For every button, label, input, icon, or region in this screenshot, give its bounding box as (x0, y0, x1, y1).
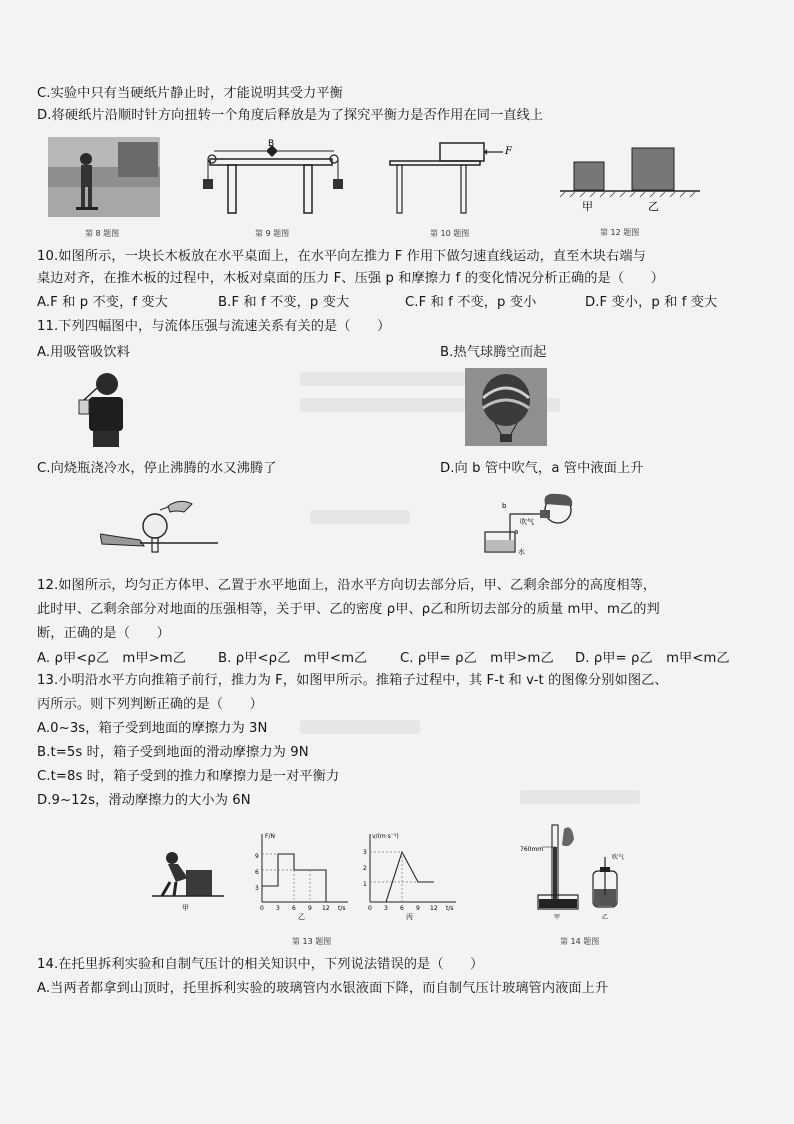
figure-14-blow: 吹气 (612, 854, 625, 861)
bleed-through-mark (300, 720, 420, 734)
question-12-option-b: B. ρ甲<ρ乙 m甲<m乙 (218, 651, 368, 666)
question-10-line-1: 10.如图所示，一块长木板放在水平桌面上，在水平向左推力 F 作用下做匀速直线运动，直至木块右端与 (37, 249, 646, 264)
figure-14-760mm: 760mm (520, 846, 544, 853)
figure-10-diagram (385, 137, 525, 217)
question-11-d-diagram (480, 488, 580, 558)
tick-label: 6 (400, 905, 404, 912)
tick-label: 12 (322, 905, 330, 912)
figure-13-yi-graph (252, 830, 352, 920)
label-a: a (514, 528, 519, 536)
figure-13-label-yi: 乙 (298, 913, 305, 920)
figure-10-caption: 第 10 题图 (430, 229, 470, 238)
question-13-line-1: 13.小明沿水平方向推箱子前行，推力为 F，如图甲所示。推箱子过程中，其 F-t 和 v-t 的图像分别如图乙、 (37, 673, 668, 688)
figure-14-diagram (520, 815, 640, 923)
question-12-line-3: 断，正确的是（ ） (37, 626, 170, 641)
option-c-line: C.实验中只有当硬纸片静止时，才能说明其受力平衡 (37, 86, 343, 101)
figure-12-caption: 第 12 题图 (600, 228, 640, 237)
tick-label: 3 (276, 905, 280, 912)
tick-label: 0 (368, 905, 372, 912)
tick-label: 6 (292, 905, 296, 912)
bleed-through-mark (310, 510, 410, 524)
question-14-option-a: A.当两者都拿到山顶时，托里拆利实验的玻璃管内水银液面下降，而自制气压计玻璃管内液面上升 (37, 981, 609, 996)
figure-12-label-yi: 乙 (648, 200, 659, 213)
figure-9-diagram (200, 137, 350, 217)
figure-9-label-b: B (268, 139, 275, 149)
question-11-stem: 11.下列四幅图中，与流体压强与流速关系有关的是（ ） (37, 319, 391, 334)
bleed-through-mark (520, 790, 640, 804)
figure-12-label-jia: 甲 (582, 200, 593, 213)
figure-13-t-axis-2: t/s (446, 905, 454, 912)
question-11-b-photo (465, 368, 547, 446)
figure-14-caption: 第 14 题图 (560, 937, 600, 946)
question-12-option-a: A. ρ甲<ρ乙 m甲>m乙 (37, 651, 187, 666)
figure-13-jia-photo (152, 848, 224, 912)
question-13-line-2: 丙所示。则下列判断正确的是（ ） (37, 697, 263, 712)
question-13-option-b: B.t=5s 时，箱子受到地面的滑动摩擦力为 9N (37, 745, 309, 760)
figure-13-t-axis: t/s (338, 905, 346, 912)
question-10-option-d: D.F 变小，p 和 f 变大 (585, 295, 718, 310)
figure-13-fn-axis: F/N (265, 833, 275, 840)
question-12-option-c: C. ρ甲= ρ乙 m甲>m乙 (400, 651, 554, 666)
figure-12-diagram (560, 140, 700, 215)
figure-13-label-jia: 甲 (182, 904, 189, 912)
question-13-option-c: C.t=8s 时，箱子受到的推力和摩擦力是一对平衡力 (37, 769, 340, 784)
tick-label: 3 (363, 849, 367, 856)
label-b: b (502, 502, 507, 510)
figure-10-label-f: F (505, 146, 512, 157)
tick-label: 6 (255, 869, 259, 876)
figure-14-label-yi: 乙 (602, 914, 609, 921)
figure-9-caption: 第 9 题图 (255, 229, 290, 238)
figure-13-bing-graph (360, 830, 460, 920)
tick-label: 1 (363, 881, 367, 888)
tick-label: 3 (384, 905, 388, 912)
question-11-a-photo (75, 370, 135, 450)
label-blow: 吹气 (520, 518, 534, 526)
figure-8-caption: 第 8 题图 (85, 229, 120, 238)
figure-14-label-jia: 甲 (554, 914, 561, 921)
figure-13-v-axis: v/(m·s⁻¹) (372, 833, 399, 840)
question-11-option-c: C.向烧瓶浇冷水，停止沸腾的水又沸腾了 (37, 461, 277, 476)
tick-label: 9 (416, 905, 420, 912)
question-11-option-b: B.热气球腾空而起 (440, 345, 547, 360)
question-10-option-a: A.F 和 p 不变，f 变大 (37, 295, 168, 310)
question-13-option-d: D.9~12s，滑动摩擦力的大小为 6N (37, 793, 251, 808)
question-11-option-a: A.用吸管吸饮料 (37, 345, 130, 360)
question-10-option-b: B.F 和 f 不变，p 变大 (218, 295, 350, 310)
question-10-option-c: C.F 和 f 不变，p 变小 (405, 295, 537, 310)
question-11-option-d: D.向 b 管中吹气，a 管中液面上升 (440, 461, 644, 476)
option-d-line: D.将硬纸片沿顺时针方向扭转一个角度后释放是为了探究平衡力是否作用在同一直线上 (37, 108, 544, 123)
figure-13-label-bing: 丙 (406, 913, 413, 920)
tick-label: 0 (260, 905, 264, 912)
tick-label: 9 (255, 853, 259, 860)
question-12-line-2: 此时甲、乙剩余部分对地面的压强相等，关于甲、乙的密度 ρ甲、ρ乙和所切去部分的质量 m甲、m乙的判 (37, 602, 660, 617)
question-12-line-1: 12.如图所示，均匀正方体甲、乙置于水平地面上，沿水平方向切去部分后，甲、乙剩余部分的高度相等， (37, 578, 657, 593)
tick-label: 9 (308, 905, 312, 912)
question-10-line-2: 桌边对齐，在推木板的过程中，木板对桌面的压力 F、压强 p 和摩擦力 f 的变化情况分析正确的是（ ） (37, 271, 665, 286)
figure-8-photo (48, 137, 160, 217)
figure-13-caption: 第 13 题图 (292, 937, 332, 946)
label-water: 水 (518, 548, 525, 556)
question-12-option-d: D. ρ甲= ρ乙 m甲<m乙 (575, 651, 730, 666)
question-14-stem: 14.在托里拆利实验和自制气压计的相关知识中，下列说法错误的是（ ） (37, 957, 484, 972)
tick-label: 12 (430, 905, 438, 912)
question-13-option-a: A.0~3s，箱子受到地面的摩擦力为 3N (37, 721, 268, 736)
tick-label: 2 (363, 865, 367, 872)
question-11-c-diagram (100, 488, 220, 556)
tick-label: 3 (255, 885, 259, 892)
